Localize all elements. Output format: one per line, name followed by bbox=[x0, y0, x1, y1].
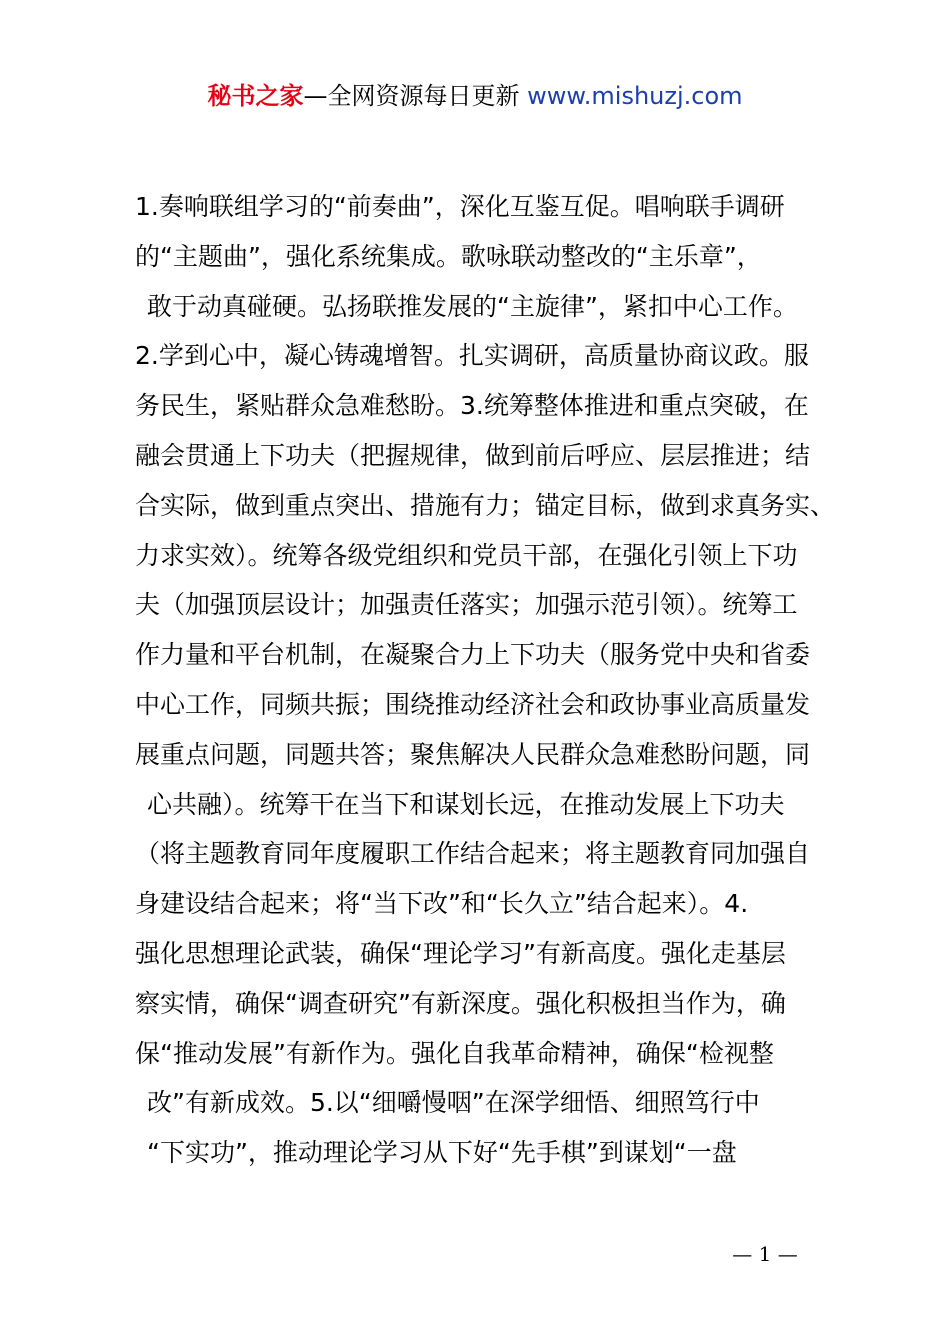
body-line: 展重点问题，同题共答；聚焦解决人民群众急难愁盼问题，同 bbox=[135, 739, 811, 769]
body-line: 改”有新成效。5.以“细嚼慢咽”在深学细悟、细照笃行中 bbox=[147, 1088, 760, 1118]
body-line: 保“推动发展”有新作为。强化自我革命精神，确保“检视整 bbox=[135, 1038, 774, 1068]
body-line: 1.奏响联组学习的“前奏曲”，深化互鉴互促。唱响联手调研 bbox=[135, 192, 785, 221]
body-line: 身建设结合起来；将“当下改”和“长久立”结合起来）。4. bbox=[135, 889, 749, 919]
body-line: 心共融）。统筹干在当下和谋划长远，在推动发展上下功夫 bbox=[147, 789, 785, 819]
body-line: 合实际，做到重点突出、措施有力；锚定目标，做到求真务实、 bbox=[135, 490, 836, 520]
body-line: （将主题教育同年度履职工作结合起来；将主题教育同加强自 bbox=[135, 839, 811, 869]
body-line: 敢于动真碰硬。弘扬联推发展的“主旋律”，紧扣中心工作。 bbox=[147, 291, 798, 321]
body-line: 力求实效）。统筹各级党组织和党员干部，在强化引领上下功 bbox=[135, 540, 798, 570]
body-line: 2.学到心中，凝心铸魂增智。扎实调研，高质量协商议政。服 bbox=[135, 341, 809, 371]
body-line: 融会贯通上下功夫（把握规律，做到前后呼应、层层推进；结 bbox=[135, 440, 811, 470]
body-line: 察实情，确保“调查研究”有新深度。强化积极担当作为，确 bbox=[135, 988, 786, 1018]
page-number: — 1 — bbox=[732, 1242, 798, 1266]
body-line: 强化思想理论武装，确保“理论学习”有新高度。强化走基层 bbox=[135, 938, 786, 968]
site-url[interactable]: www.mishuzj.com bbox=[527, 82, 743, 110]
body-line: 作力量和平台机制，在凝聚合力上下功夫（服务党中央和省委 bbox=[135, 640, 811, 670]
body-line: “下实功”，推动理论学习从下好“先手棋”到谋划“一盘 bbox=[147, 1138, 737, 1168]
header-tagline: —全网资源每日更新 bbox=[303, 82, 520, 110]
body-line: 中心工作，同频共振；围绕推动经济社会和政协事业高质量发 bbox=[135, 689, 811, 719]
document-body bbox=[135, 182, 850, 1178]
body-line: 的“主题曲”，强化系统集成。歌咏联动整改的“主乐章”， bbox=[135, 241, 762, 271]
body-line: 务民生，紧贴群众急难愁盼。3.统筹整体推进和重点突破，在 bbox=[135, 391, 809, 421]
site-header bbox=[0, 80, 950, 112]
brand-name: 秘书之家 bbox=[207, 82, 304, 110]
body-line: 夫（加强顶层设计；加强责任落实；加强示范引领）。统筹工 bbox=[135, 590, 798, 620]
